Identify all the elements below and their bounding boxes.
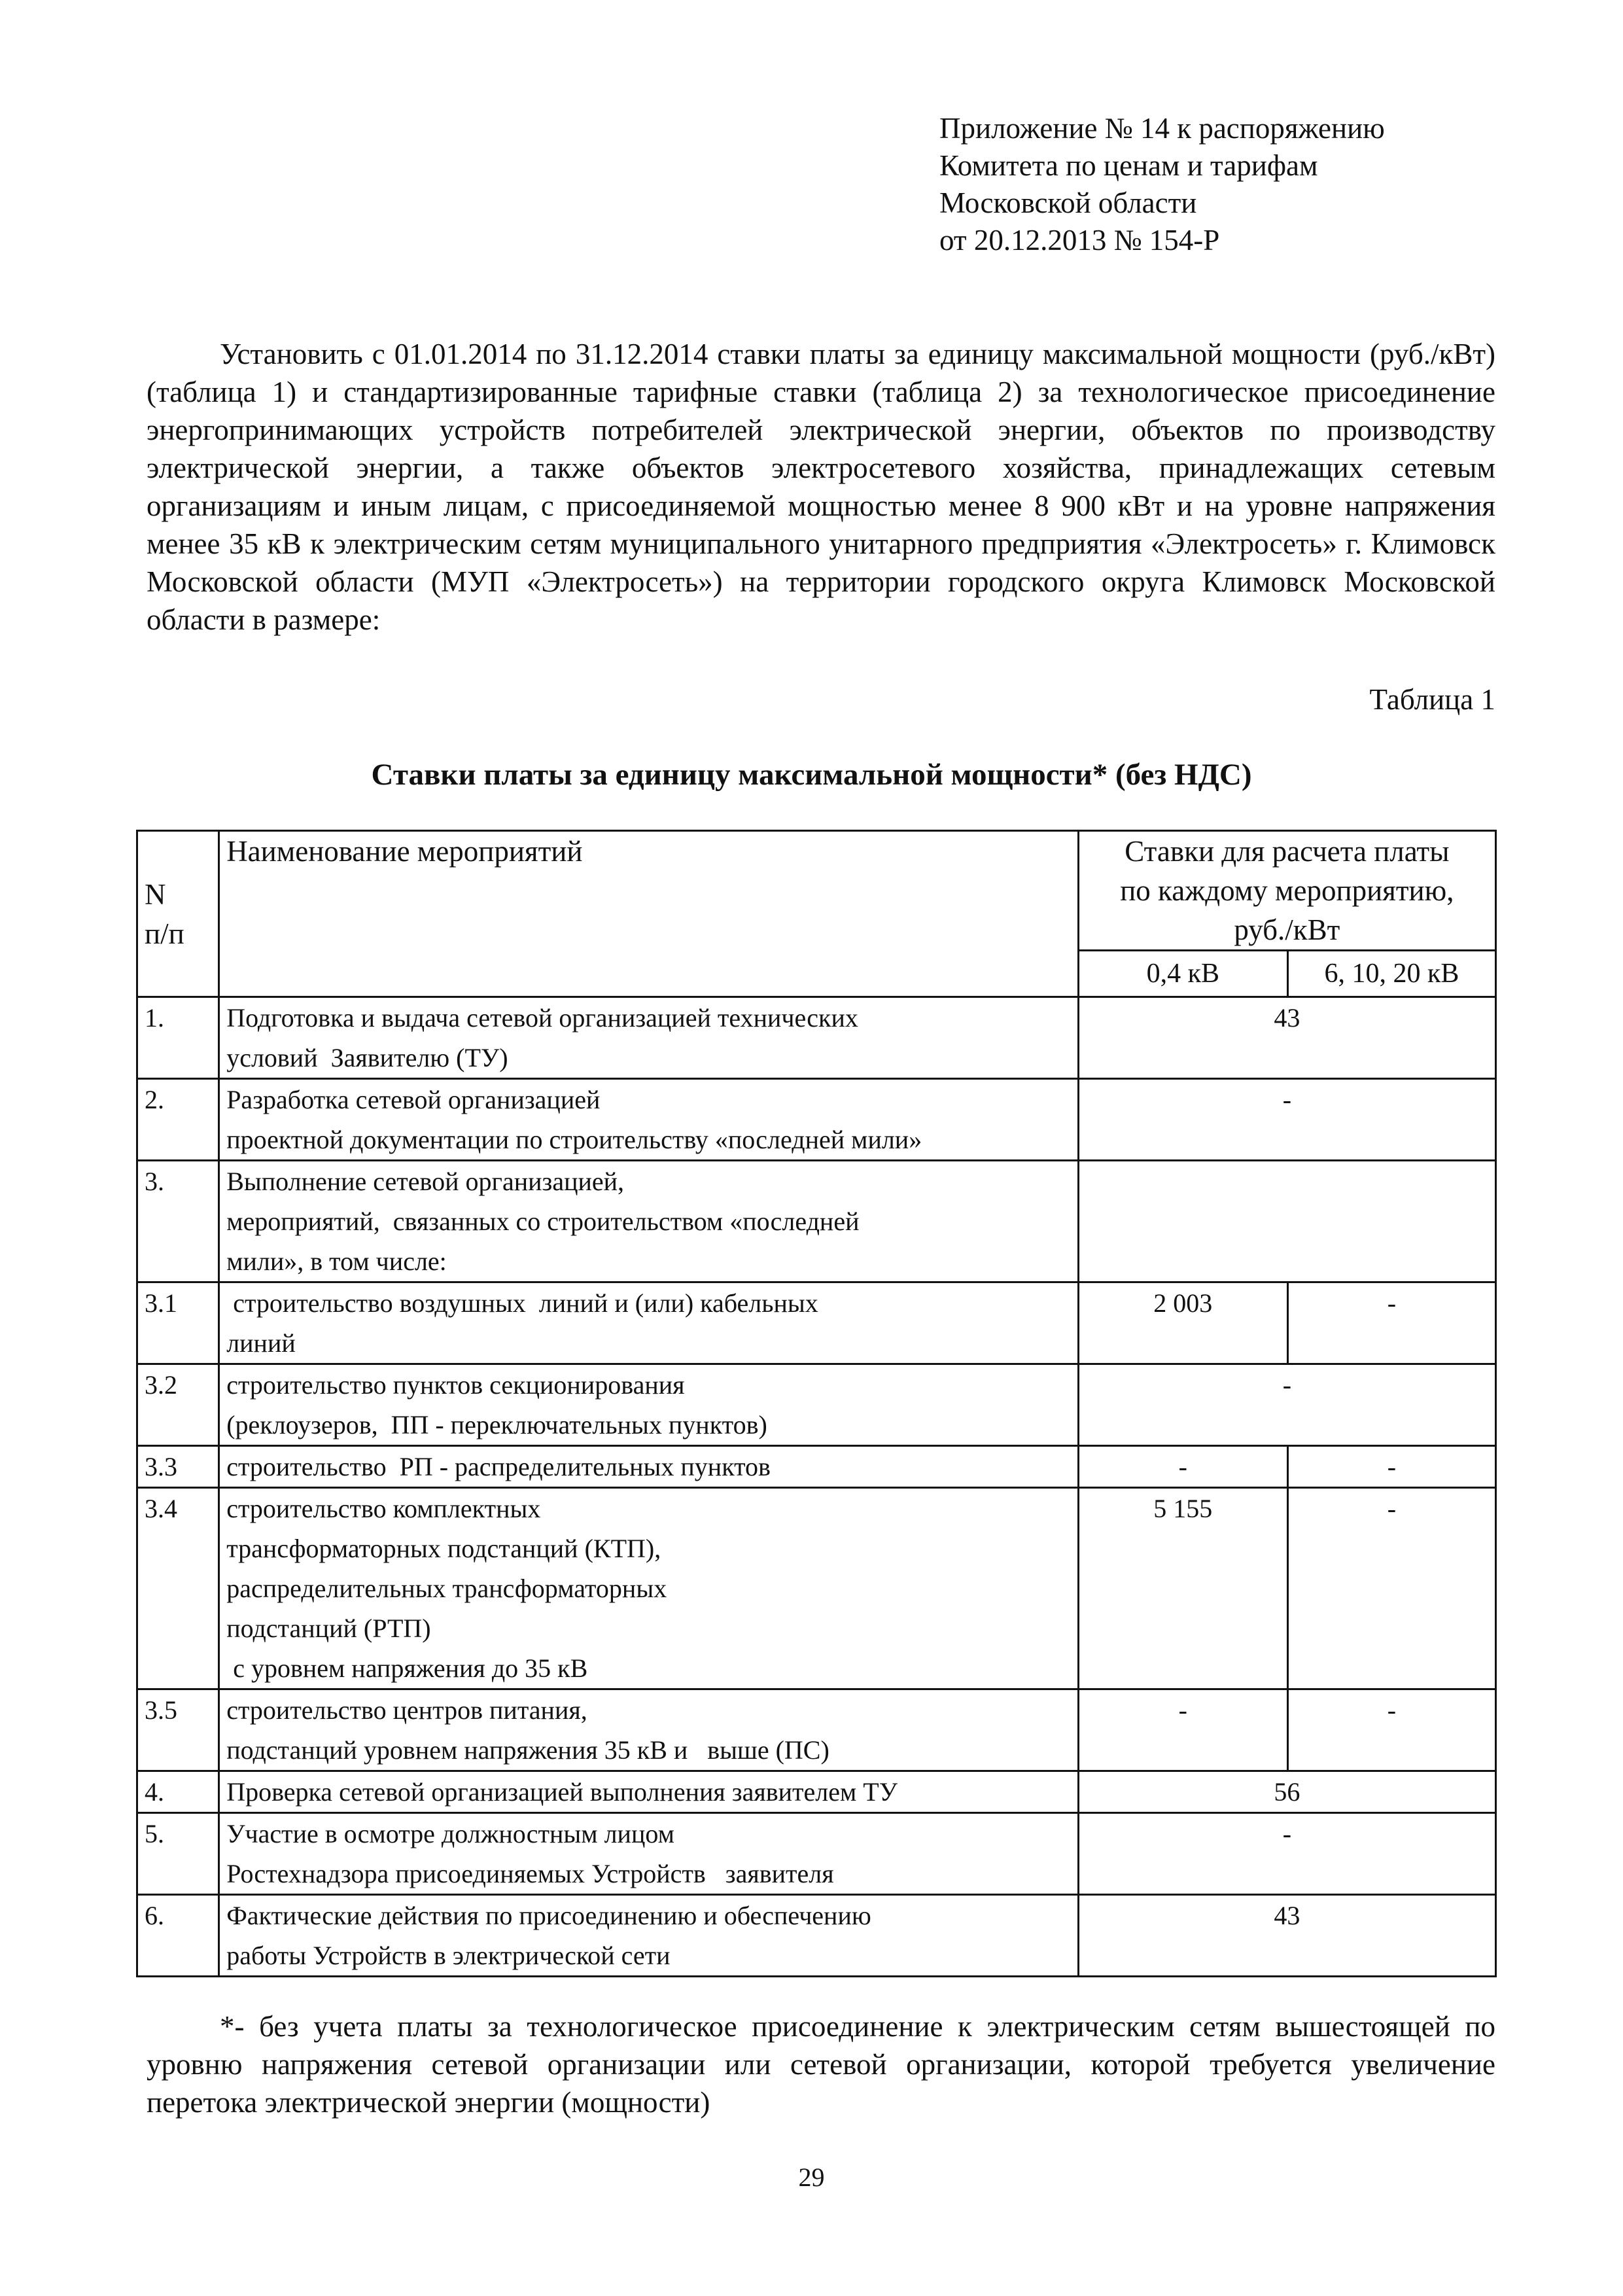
- row-value-low-voltage: -: [1078, 1689, 1287, 1771]
- row-name-line: строительство РП - распределительных пунктов: [226, 1452, 771, 1481]
- appendix-line-2: Комитета по ценам и тарифам: [939, 149, 1318, 182]
- row-name-line: линий: [226, 1328, 296, 1358]
- table-row: [137, 997, 1496, 1079]
- row-name: [219, 1488, 1079, 1689]
- row-value-high-voltage: -: [1287, 1446, 1495, 1488]
- appendix-line-4: от 20.12.2013 № 154-Р: [939, 224, 1220, 256]
- table-row: [137, 1079, 1496, 1161]
- row-number: 1.: [137, 997, 219, 1079]
- row-name-line: Ростехнадзора присоединяемых Устройств заявителя: [226, 1859, 834, 1888]
- row-value: 43: [1078, 1895, 1495, 1977]
- header-number-cell: [137, 831, 219, 997]
- row-number: 3.: [137, 1161, 219, 1282]
- rates-table: [136, 830, 1497, 1977]
- page-number: 29: [798, 2163, 825, 2192]
- row-number: 5.: [137, 1813, 219, 1895]
- row-name-line: трансформаторных подстанций (КТП),: [226, 1534, 661, 1563]
- row-name-line: подстанций (РТП): [226, 1614, 431, 1643]
- row-name-line: Выполнение сетевой организацией,: [226, 1167, 625, 1196]
- table-body: [137, 997, 1496, 1977]
- table-row: [137, 1488, 1496, 1689]
- row-value-high-voltage: -: [1287, 1282, 1495, 1364]
- row-name: [219, 1161, 1079, 1282]
- row-number: 2.: [137, 1079, 219, 1161]
- row-name-line: распределительных трансформаторных: [226, 1574, 667, 1603]
- table-row: [137, 1813, 1496, 1895]
- row-number: 3.5: [137, 1689, 219, 1771]
- header-number-line-1: N: [145, 877, 166, 911]
- header-number-line-2: п/п: [145, 917, 184, 950]
- table-row: [137, 1689, 1496, 1771]
- table-title: Ставки платы за единицу максимальной мощности* (без НДС): [371, 758, 1252, 792]
- row-number: 3.1: [137, 1282, 219, 1364]
- row-name: [219, 1079, 1079, 1161]
- appendix-reference: [939, 110, 1385, 259]
- row-name-line: подстанций уровнем напряжения 35 кВ и выше (ПС): [226, 1735, 829, 1765]
- row-name-line: с уровнем напряжения до 35 кВ: [226, 1653, 588, 1683]
- row-name-line: строительство воздушных линий и (или) кабельных: [226, 1288, 818, 1318]
- row-name: [219, 1446, 1079, 1488]
- row-name-line: строительство пунктов секционирования: [226, 1370, 685, 1400]
- row-value: -: [1078, 1364, 1495, 1446]
- row-name: [219, 1689, 1079, 1771]
- row-value-low-voltage: 5 155: [1078, 1488, 1287, 1689]
- row-name-line: проектной документации по строительству «последней мили»: [226, 1125, 922, 1154]
- table-row: [137, 1282, 1496, 1364]
- row-name: [219, 1364, 1079, 1446]
- row-value: [1078, 1161, 1495, 1282]
- row-value-low-voltage: -: [1078, 1446, 1287, 1488]
- row-number: 3.4: [137, 1488, 219, 1689]
- row-value: 56: [1078, 1771, 1495, 1813]
- table-row: [137, 1364, 1496, 1446]
- row-name-line: Проверка сетевой организацией выполнения заявителем ТУ: [226, 1777, 898, 1807]
- intro-paragraph: Установить с 01.01.2014 по 31.12.2014 ставки платы за единицу максимальной мощности (руб./кВт) (таблица 1) и стандартизированные тарифные ставки (таблица 2) за технологическое присоединение энергопринимающих устройств потребителей электрической энергии, объектов по производству электрической энергии, а также объектов электросетевого хозяйства, принадлежащих сетевым организациям и иным лицам, с присоединяемой мощностью менее 8 900 кВт и на уровне напряжения менее 35 кВ к электрическим сетям муниципального унитарного предприятия «Электросеть» г. Климовск Московской области (МУП «Электросеть») на территории городского округа Климовск Московской области в размере:: [147, 338, 1495, 636]
- row-number: 3.2: [137, 1364, 219, 1446]
- row-name: [219, 997, 1079, 1079]
- row-name-line: мероприятий, связанных со строительством «последней: [226, 1207, 860, 1236]
- table-label: Таблица 1: [1369, 683, 1495, 716]
- header-voltage-low: 0,4 кВ: [1078, 951, 1287, 997]
- row-value: -: [1078, 1813, 1495, 1895]
- header-rate-line-1: Ставки для расчета платы: [1125, 835, 1450, 868]
- row-name: [219, 1813, 1079, 1895]
- header-name-cell: Наименование мероприятий: [219, 831, 1079, 997]
- row-number: 6.: [137, 1895, 219, 1977]
- row-name: [219, 1282, 1079, 1364]
- row-name-line: Фактические действия по присоединению и обеспечению: [226, 1901, 871, 1930]
- header-rate-cell: [1078, 831, 1495, 951]
- row-name: [219, 1895, 1079, 1977]
- row-value-high-voltage: -: [1287, 1689, 1495, 1771]
- table-row: [137, 1161, 1496, 1282]
- row-name-line: строительство комплектных: [226, 1494, 541, 1523]
- table-row: [137, 1771, 1496, 1813]
- row-name-line: условий Заявителю (ТУ): [226, 1043, 508, 1072]
- row-name: [219, 1771, 1079, 1813]
- header-rate-line-2: по каждому мероприятию,: [1120, 874, 1454, 907]
- row-value-low-voltage: 2 003: [1078, 1282, 1287, 1364]
- row-name-line: Разработка сетевой организацией: [226, 1085, 601, 1114]
- row-name-line: работы Устройств в электрической сети: [226, 1941, 671, 1970]
- row-number: 4.: [137, 1771, 219, 1813]
- table-row: [137, 1446, 1496, 1488]
- header-rate-line-3: руб./кВт: [1234, 913, 1340, 946]
- row-number: 3.3: [137, 1446, 219, 1488]
- row-name-line: строительство центров питания,: [226, 1695, 587, 1725]
- row-name-line: мили», в том числе:: [226, 1246, 447, 1276]
- row-name-line: Подготовка и выдача сетевой организацией технических: [226, 1003, 858, 1033]
- row-name-line: (реклоузеров, ПП - переключательных пунктов): [226, 1410, 767, 1439]
- footnote: *- без учета платы за технологическое присоединение к электрическим сетям вышестоящей по уровню напряжения сетевой организации или сетевой организации, которой требуется увеличение перетока электрической энергии (мощности): [147, 2010, 1495, 2119]
- appendix-line-1: Приложение № 14 к распоряжению: [939, 112, 1385, 145]
- appendix-line-3: Московской области: [939, 186, 1197, 219]
- table-row: [137, 1895, 1496, 1977]
- row-name-line: Участие в осмотре должностным лицом: [226, 1819, 674, 1848]
- row-value-high-voltage: -: [1287, 1488, 1495, 1689]
- row-value: 43: [1078, 997, 1495, 1079]
- table-header-row: [137, 831, 1496, 951]
- row-value: -: [1078, 1079, 1495, 1161]
- header-voltage-high: 6, 10, 20 кВ: [1287, 951, 1495, 997]
